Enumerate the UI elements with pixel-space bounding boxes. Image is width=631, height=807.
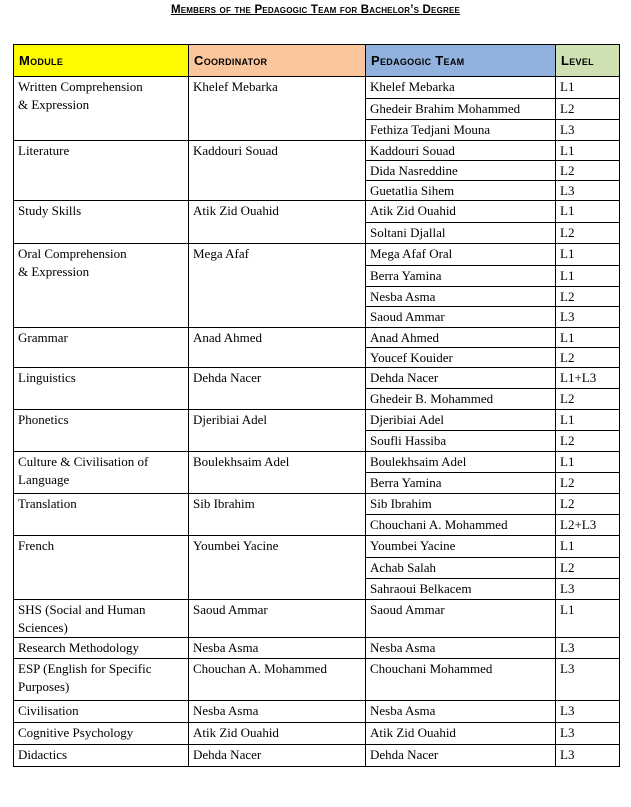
module-name-line: French bbox=[18, 538, 55, 553]
coordinator-cell: Atik Zid Ouahid bbox=[189, 201, 366, 244]
team-member-cell: Sib Ibrahim bbox=[366, 494, 556, 515]
table-row bbox=[14, 141, 620, 161]
module-name-line: Translation bbox=[18, 496, 77, 511]
level-cell: L1 bbox=[556, 141, 620, 161]
level-cell: L1 bbox=[556, 266, 620, 287]
level-cell: L3 bbox=[556, 659, 620, 701]
coordinator-cell: Nesba Asma bbox=[189, 638, 366, 659]
module-name-line: Sciences) bbox=[18, 620, 68, 635]
module-name-line: Phonetics bbox=[18, 412, 69, 427]
module-name-line: & Expression bbox=[18, 264, 90, 279]
team-member-cell: Khelef Mebarka bbox=[366, 77, 556, 99]
team-member-cell: Nesba Asma bbox=[366, 287, 556, 307]
level-cell: L2 bbox=[556, 473, 620, 494]
level-cell: L2 bbox=[556, 99, 620, 120]
module-name-line: Oral Comprehension bbox=[18, 246, 127, 261]
level-cell: L3 bbox=[556, 638, 620, 659]
module-name-line: Language bbox=[18, 472, 70, 487]
team-member-cell: Youmbei Yacine bbox=[366, 536, 556, 558]
table-row bbox=[14, 701, 620, 723]
table-row bbox=[14, 201, 620, 223]
level-cell: L1+L3 bbox=[556, 368, 620, 389]
module-name-line: SHS (Social and Human bbox=[18, 602, 146, 617]
level-cell: L1 bbox=[556, 328, 620, 348]
coordinator-cell: Saoud Ammar bbox=[189, 600, 366, 638]
table-row bbox=[14, 77, 620, 99]
coordinator-cell: Nesba Asma bbox=[189, 701, 366, 723]
coordinator-cell: Anad Ahmed bbox=[189, 328, 366, 368]
table-row bbox=[14, 723, 620, 745]
coordinator-cell: Boulekhsaim Adel bbox=[189, 452, 366, 494]
header-module: Module bbox=[14, 45, 189, 77]
module-name-line: Grammar bbox=[18, 330, 68, 345]
team-member-cell: Achab Salah bbox=[366, 558, 556, 579]
table-row bbox=[14, 410, 620, 431]
page-title: Members of the Pedagogic Team for Bachelor’s Degree bbox=[170, 4, 461, 16]
level-cell: L2+L3 bbox=[556, 515, 620, 536]
team-member-cell: Fethiza Tedjani Mouna bbox=[366, 120, 556, 141]
team-member-cell: Ghedeir B. Mohammed bbox=[366, 389, 556, 410]
coordinator-cell: Khelef Mebarka bbox=[189, 77, 366, 141]
team-member-cell: Saoud Ammar bbox=[366, 307, 556, 328]
coordinator-cell: Dehda Nacer bbox=[189, 368, 366, 410]
team-member-cell: Mega Afaf Oral bbox=[366, 244, 556, 266]
team-member-cell: Berra Yamina bbox=[366, 473, 556, 494]
level-cell: L1 bbox=[556, 201, 620, 223]
module-name-line: Purposes) bbox=[18, 679, 70, 694]
level-cell: L3 bbox=[556, 181, 620, 201]
team-member-cell: Nesba Asma bbox=[366, 638, 556, 659]
level-cell: L1 bbox=[556, 410, 620, 431]
header-coordinator: Coordinator bbox=[189, 45, 366, 77]
level-cell: L3 bbox=[556, 745, 620, 767]
module-name-line: Civilisation bbox=[18, 703, 79, 718]
module-name-line: Culture & Civilisation of bbox=[18, 454, 149, 469]
table-row bbox=[14, 494, 620, 515]
module-name-line: Research Methodology bbox=[18, 640, 139, 655]
team-member-cell: Soltani Djallal bbox=[366, 223, 556, 244]
coordinator-cell: Djeribiai Adel bbox=[189, 410, 366, 452]
team-member-cell: Dehda Nacer bbox=[366, 745, 556, 767]
team-member-cell: Dehda Nacer bbox=[366, 368, 556, 389]
table-row bbox=[14, 745, 620, 767]
module-cell bbox=[14, 701, 189, 723]
module-cell bbox=[14, 723, 189, 745]
table-row bbox=[14, 328, 620, 348]
team-member-cell: Youcef Kouider bbox=[366, 348, 556, 368]
module-cell bbox=[14, 201, 189, 244]
module-name-line: Cognitive Psychology bbox=[18, 725, 134, 740]
table-row bbox=[14, 244, 620, 266]
team-member-cell: Chouchani Mohammed bbox=[366, 659, 556, 701]
level-cell: L1 bbox=[556, 452, 620, 473]
level-cell: L2 bbox=[556, 287, 620, 307]
coordinator-cell: Chouchan A. Mohammed bbox=[189, 659, 366, 701]
team-member-cell: Atik Zid Ouahid bbox=[366, 201, 556, 223]
coordinator-cell: Atik Zid Ouahid bbox=[189, 723, 366, 745]
team-member-cell: Dida Nasreddine bbox=[366, 161, 556, 181]
level-cell: L1 bbox=[556, 244, 620, 266]
level-cell: L3 bbox=[556, 723, 620, 745]
table-header-row bbox=[14, 45, 620, 77]
team-member-cell: Saoud Ammar bbox=[366, 600, 556, 638]
team-member-cell: Ghedeir Brahim Mohammed bbox=[366, 99, 556, 120]
coordinator-cell: Youmbei Yacine bbox=[189, 536, 366, 600]
level-cell: L2 bbox=[556, 348, 620, 368]
module-cell bbox=[14, 328, 189, 368]
module-cell bbox=[14, 638, 189, 659]
table-row bbox=[14, 638, 620, 659]
level-cell: L1 bbox=[556, 600, 620, 638]
module-cell bbox=[14, 77, 189, 141]
level-cell: L2 bbox=[556, 161, 620, 181]
module-cell bbox=[14, 745, 189, 767]
module-cell bbox=[14, 244, 189, 328]
level-cell: L3 bbox=[556, 307, 620, 328]
level-cell: L2 bbox=[556, 431, 620, 452]
module-name-line: & Expression bbox=[18, 97, 90, 112]
module-cell bbox=[14, 368, 189, 410]
header-level: Level bbox=[556, 45, 620, 77]
team-member-cell: Sahraoui Belkacem bbox=[366, 579, 556, 600]
table-row bbox=[14, 659, 620, 701]
module-name-line: Linguistics bbox=[18, 370, 76, 385]
table-row bbox=[14, 368, 620, 389]
table-body bbox=[14, 77, 620, 767]
team-member-cell: Nesba Asma bbox=[366, 701, 556, 723]
module-cell bbox=[14, 659, 189, 701]
level-cell: L2 bbox=[556, 558, 620, 579]
module-cell bbox=[14, 141, 189, 201]
coordinator-cell: Dehda Nacer bbox=[189, 745, 366, 767]
header-pedagogic-team: Pedagogic Team bbox=[366, 45, 556, 77]
table-row bbox=[14, 600, 620, 638]
team-member-cell: Chouchani A. Mohammed bbox=[366, 515, 556, 536]
module-name-line: Written Comprehension bbox=[18, 79, 143, 94]
coordinator-cell: Kaddouri Souad bbox=[189, 141, 366, 201]
level-cell: L2 bbox=[556, 223, 620, 244]
table-row bbox=[14, 452, 620, 473]
team-member-cell: Berra Yamina bbox=[366, 266, 556, 287]
level-cell: L3 bbox=[556, 701, 620, 723]
module-cell bbox=[14, 536, 189, 600]
module-cell bbox=[14, 452, 189, 494]
level-cell: L2 bbox=[556, 389, 620, 410]
team-member-cell: Guetatlia Sihem bbox=[366, 181, 556, 201]
level-cell: L1 bbox=[556, 77, 620, 99]
module-name-line: ESP (English for Specific bbox=[18, 661, 152, 676]
level-cell: L3 bbox=[556, 579, 620, 600]
pedagogic-team-table bbox=[13, 44, 620, 767]
coordinator-cell: Sib Ibrahim bbox=[189, 494, 366, 536]
team-member-cell: Anad Ahmed bbox=[366, 328, 556, 348]
module-name-line: Study Skills bbox=[18, 203, 82, 218]
module-name-line: Literature bbox=[18, 143, 70, 158]
team-member-cell: Kaddouri Souad bbox=[366, 141, 556, 161]
coordinator-cell: Mega Afaf bbox=[189, 244, 366, 328]
module-cell bbox=[14, 600, 189, 638]
module-name-line: Didactics bbox=[18, 747, 68, 762]
level-cell: L3 bbox=[556, 120, 620, 141]
team-member-cell: Djeribiai Adel bbox=[366, 410, 556, 431]
level-cell: L1 bbox=[556, 536, 620, 558]
team-member-cell: Atik Zid Ouahid bbox=[366, 723, 556, 745]
table-row bbox=[14, 536, 620, 558]
level-cell: L2 bbox=[556, 494, 620, 515]
team-member-cell: Soufli Hassiba bbox=[366, 431, 556, 452]
module-cell bbox=[14, 494, 189, 536]
module-cell bbox=[14, 410, 189, 452]
team-member-cell: Boulekhsaim Adel bbox=[366, 452, 556, 473]
